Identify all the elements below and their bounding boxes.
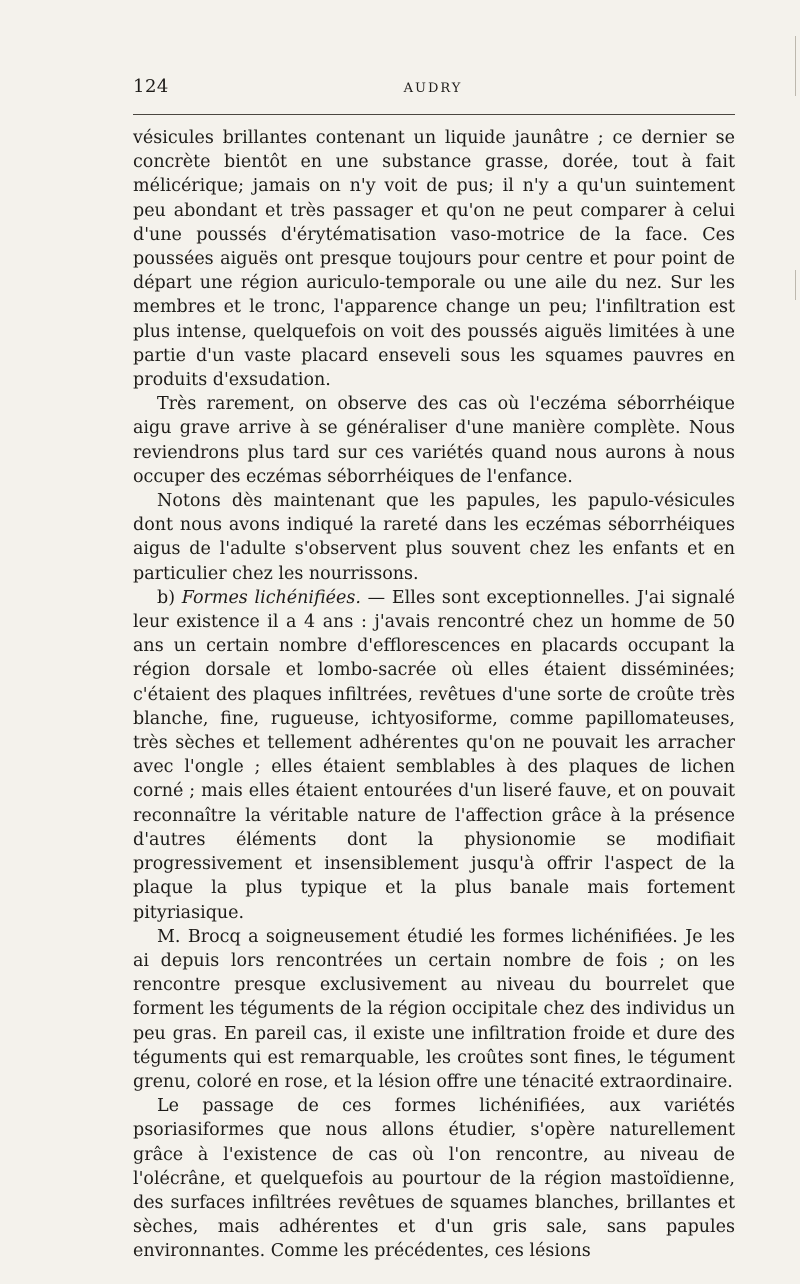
page-number: 124 — [133, 76, 169, 97]
paragraph-5: M. Brocq a soigneusement étudié les formes lichénifiées. Je les ai depuis lors rencontrées un certain nombre de fois ; on les rencontre presque exclusivement au niveau du bourrelet que forment les téguments de la région occipitale chez des individus un peu gras. En pareil cas, il existe une infiltration froide et dure des téguments qui est remarquable, les croûtes sont fines, le tégument grenu, coloré en rose, et la lésion offre une ténacité extraordinaire. — [133, 926, 735, 1092]
section-b-title: Formes lichénifiées. — [181, 587, 361, 608]
paragraph-1: vésicules brillantes contenant un liquide jaunâtre ; ce dernier se concrète bientôt en une substance grasse, dorée, tout à fait mélicérique; jamais on n'y voit de pus; il n'y a qu'un suintement peu abondant et très passager et qu'on ne peut comparer à celui d'une poussés d'érytématisation vaso-motrice de la face. Ces poussées aiguës ont presque toujours pour centre et pour point de départ une région auriculo-temporale ou une aile du nez. Sur les membres et le tronc, l'apparence change un peu; l'infiltration est plus intense, quelquefois on voit des poussés aiguës limitées à une partie d'un vaste placard enseveli sous les squames pauvres en produits d'exsudation. — [133, 128, 735, 391]
running-head: AUDRY — [403, 81, 463, 96]
header-rule — [133, 114, 735, 115]
body-text — [133, 126, 735, 1264]
section-b-paragraph — [133, 586, 735, 925]
paragraph-2: Très rarement, on observe des cas où l'eczéma séborrhéique aigu grave arrive à se généraliser d'une manière complète. Nous reviendrons plus tard sur ces variétés quand nous aurons à nous occuper des eczémas séborrhéiques de l'enfance. — [133, 394, 735, 487]
section-b-text: — Elles sont exceptionnelles. J'ai signalé leur existence il a 4 ans : j'avais rencontré chez un homme de 50 ans un certain nombre d'efflorescences en placards occupant la région dorsale et lombo-sacrée où elles étaient disséminées; c'étaient des plaques infiltrées, revêtues d'une sorte de croûte très blanche, fine, rugueuse, ichtyosiforme, comme papillomateuses, très sèches et tellement adhérentes qu'on ne pouvait les arracher avec l'ongle ; elles étaient semblables à des plaques de lichen corné ; mais elles étaient entourées d'un liseré fauve, et on pouvait reconnaître la véritable nature de l'affection grâce à la présence d'autres éléments dont la physionomie se modifiait progressivement et insensiblement jusqu'à offrir l'aspect de la plaque la plus typique et la plus banale mais fortement pityriasique. — [133, 587, 735, 923]
page-edge-mark — [795, 36, 796, 96]
page-edge-mark — [795, 270, 796, 300]
section-b-label: b) — [157, 587, 176, 608]
paragraph-6: Le passage de ces formes lichénifiées, aux variétés psoriasiformes que nous allons étudier, s'opère naturellement grâce à l'existence de cas où l'on rencontre, au niveau de l'olécrâne, et quelquefois au pourtour de la région mastoïdienne, des surfaces infiltrées revêtues de squames blanches, brillantes et sèches, mais adhérentes et d'un gris sale, sans papules environnantes. Comme les précédentes, ces lésions — [133, 1096, 735, 1262]
paragraph-3: Notons dès maintenant que les papules, les papulo-vésicules dont nous avons indiqué la rareté dans les eczémas séborrhéiques aigus de l'adulte s'observent plus souvent chez les enfants et en particulier chez les nourrissons. — [133, 491, 735, 584]
page-header — [133, 76, 733, 100]
